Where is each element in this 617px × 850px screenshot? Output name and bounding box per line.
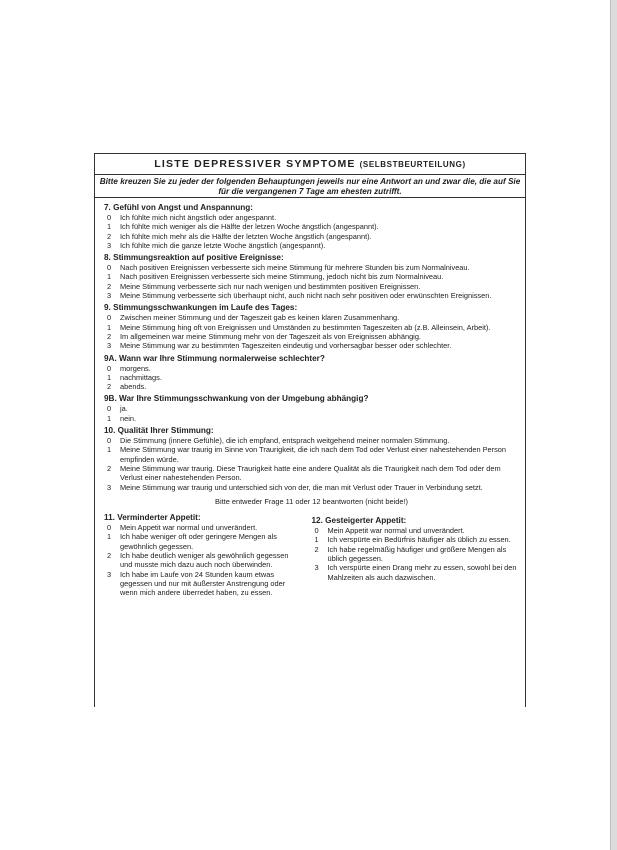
answer-option[interactable]: [312, 535, 520, 544]
option-number: 0: [107, 363, 112, 373]
option-number: 0: [107, 523, 112, 533]
question-title: 11. Verminderter Appetit:: [104, 513, 201, 523]
option-number: 3: [107, 482, 112, 492]
option-number: 1: [107, 322, 112, 332]
option-number: 0: [107, 213, 112, 222]
option-number: 1: [107, 222, 112, 232]
option-text: ja.: [120, 404, 128, 414]
option-text: Ich habe deutlich weniger als gewöhnlich gegessen und musste mich dazu auch noch überwinden.: [120, 551, 289, 570]
scan-edge: [611, 0, 617, 850]
answer-option[interactable]: [104, 213, 519, 222]
question-11: [104, 513, 312, 597]
option-number: 1: [107, 445, 112, 455]
option-text: Ich habe regelmäßig häufiger und größere Mengen als üblich gegessen.: [327, 544, 507, 564]
answer-option[interactable]: [104, 445, 519, 464]
answer-option[interactable]: [104, 313, 519, 322]
option-text: nein.: [120, 413, 137, 423]
option-number: 1: [107, 532, 112, 542]
option-number: 2: [107, 463, 112, 473]
option-number: 3: [107, 569, 112, 579]
answer-option[interactable]: [104, 436, 519, 445]
question-title: 10. Qualität Ihrer Stimmung:: [104, 426, 214, 436]
option-number: 2: [314, 544, 319, 554]
question-7: [104, 203, 519, 250]
form-subtitle: (SELBSTBEURTEILUNG): [359, 159, 466, 169]
option-text: Zwischen meiner Stimmung und der Tageszeit gab es keinen klaren Zusammenhang.: [120, 313, 400, 323]
option-text: Meine Stimmung war zu bestimmten Tageszeiten eindeutig und vorhersagbar besser oder schlechter.: [120, 341, 452, 351]
answer-option[interactable]: [312, 545, 520, 564]
option-text: Im allgemeinen war meine Stimmung mehr von der Tageszeit als von Ereignissen abhängig.: [120, 331, 421, 341]
option-number: 3: [107, 240, 112, 250]
answer-option[interactable]: [104, 291, 519, 300]
option-text: Meine Stimmung war traurig und unterschied sich von der, die man mit Verlust oder Trauer in Verbindung setzt.: [120, 482, 483, 492]
option-text: Ich verspürte einen Drang mehr zu essen, sowohl bei den Mahlzeiten als auch dazwischen.: [327, 563, 517, 582]
answer-option[interactable]: [104, 341, 519, 350]
form-title: LISTE DEPRESSIVER SYMPTOME: [154, 158, 356, 170]
question-title: 12. Gesteigerter Appetit:: [311, 516, 407, 526]
answer-option[interactable]: [104, 241, 519, 250]
answer-option[interactable]: [104, 532, 298, 551]
option-text: Ich fühlte mich weniger als die Hälfte der letzen Woche ängstlich (angespannt).: [120, 222, 379, 232]
answer-option[interactable]: [104, 464, 519, 483]
question-9b: [104, 394, 519, 423]
option-text: morgens.: [120, 363, 151, 373]
option-text: Ich habe weniger oft oder geringere Mengen als gewöhnlich gegessen.: [120, 532, 277, 551]
option-number: 0: [107, 404, 112, 414]
answer-option[interactable]: [104, 282, 519, 291]
question-title: 9A. Wann war Ihre Stimmung normalerweise schlechter?: [104, 353, 325, 363]
questionnaire-form: [94, 153, 526, 707]
option-text: Ich fühlte mich die ganze letzte Woche ängstlich (angespannt).: [120, 240, 326, 250]
answer-option[interactable]: [104, 551, 298, 570]
option-text: Mein Appetit war normal und unverändert.: [327, 526, 465, 536]
option-number: 1: [314, 535, 319, 545]
option-text: Nach positiven Ereignissen verbesserte sich meine Stimmung für mehrere Stunden bis zum Normalniveau.: [120, 263, 470, 273]
question-9a: [104, 354, 519, 392]
answer-option[interactable]: [104, 404, 519, 413]
option-text: Meine Stimmung verbesserte sich nur nach wenigen und bestimmten positiven Ereignissen.: [120, 281, 421, 291]
answer-option[interactable]: [104, 373, 519, 382]
question-10: [104, 426, 519, 492]
option-number: 2: [107, 231, 112, 241]
option-number: 3: [107, 291, 112, 301]
question-12: [312, 513, 520, 597]
option-number: 1: [107, 272, 112, 282]
option-number: 1: [107, 372, 112, 382]
answer-option[interactable]: [312, 526, 520, 535]
question-title: 7. Gefühl von Angst und Anspannung:: [104, 203, 254, 212]
option-text: Ich habe im Laufe von 24 Stunden kaum etwas gegessen und nur mit äußerster Anstrengung oder wenn mich andere überredet haben, zu essen.: [120, 569, 286, 598]
option-number: 0: [107, 313, 112, 323]
option-number: 2: [107, 331, 112, 341]
answer-option[interactable]: [104, 332, 519, 341]
answer-option[interactable]: [104, 570, 298, 598]
option-text: Ich fühlte mich nicht ängstlich oder angespannt.: [120, 213, 277, 222]
option-text: Ich verspürte ein Bedürfnis häufiger als üblich zu essen.: [327, 535, 511, 545]
option-text: Meine Stimmung war traurig im Sinne von Traurigkeit, die ich nach dem Tod oder Verlust einer nahestehenden Person empfinden würde.: [120, 445, 507, 464]
option-text: Meine Stimmung war traurig. Diese Traurigkeit hatte eine andere Qualität als die Traurigkeit nach dem Tod oder dem Verlust einer nahestehenden Person.: [120, 463, 501, 483]
option-text: Nach positiven Ereignissen verbesserte sich meine Stimmung, jedoch nicht bis zum Normalniveau.: [120, 272, 444, 282]
question-8: [104, 253, 519, 300]
question-title: 9B. War Ihre Stimmungsschwankung von der Umgebung abhängig?: [104, 394, 369, 404]
answer-option[interactable]: [104, 222, 519, 231]
answer-option[interactable]: [104, 414, 519, 423]
option-number: 0: [107, 436, 112, 446]
answer-option[interactable]: [104, 272, 519, 281]
instructions: Bitte kreuzen Sie zu jeder der folgenden Behauptungen jeweils nur eine Antwort an und zwar die, die auf Sie für die vergangenen 7 Tage am ehesten zutrifft.: [95, 175, 525, 198]
answer-option[interactable]: [104, 263, 519, 272]
option-number: 2: [107, 281, 112, 291]
question-title: 8. Stimmungsreaktion auf positive Ereignisse:: [104, 253, 284, 263]
option-number: 3: [107, 341, 112, 351]
answer-option[interactable]: [104, 523, 298, 532]
answer-option[interactable]: [104, 483, 519, 492]
option-text: Ich fühlte mich mehr als die Hälfte der letzten Woche ängstlich (angespannt).: [120, 231, 372, 241]
option-text: Die Stimmung (innere Gefühle), die ich empfand, entsprach weitgehend meiner normalen Stimmung.: [120, 436, 450, 446]
answer-option[interactable]: [104, 382, 519, 391]
answer-option[interactable]: [104, 364, 519, 373]
option-text: abends.: [120, 382, 147, 392]
option-number: 3: [314, 563, 319, 573]
answer-option[interactable]: [312, 563, 520, 582]
option-number: 1: [107, 413, 112, 423]
option-number: 2: [107, 551, 112, 561]
option-text: Mein Appetit war normal und unverändert.: [120, 523, 258, 533]
question-title: 9. Stimmungsschwankungen im Laufe des Tages:: [104, 303, 298, 313]
appetite-columns: [104, 510, 519, 597]
option-text: Meine Stimmung hing oft von Ereignissen und Umständen zu bestimmten Tageszeiten ab (z.B. Alleinsein, Arbeit).: [120, 322, 491, 332]
answer-option[interactable]: [104, 323, 519, 332]
option-text: Meine Stimmung verbesserte sich überhaupt nicht, auch nicht nach sehr positiven oder erwünschten Ereignissen.: [120, 291, 492, 301]
option-number: 0: [314, 526, 319, 536]
form-title-box: [95, 154, 525, 175]
option-number: 2: [107, 382, 112, 392]
questions-content: [95, 198, 525, 598]
question-9: [104, 303, 519, 350]
option-text: nachmittags.: [120, 372, 162, 382]
answer-option[interactable]: [104, 232, 519, 241]
instruction-note: Bitte entweder Frage 11 oder 12 beantworten (nicht beide!): [215, 496, 408, 506]
option-number: 0: [107, 263, 112, 273]
